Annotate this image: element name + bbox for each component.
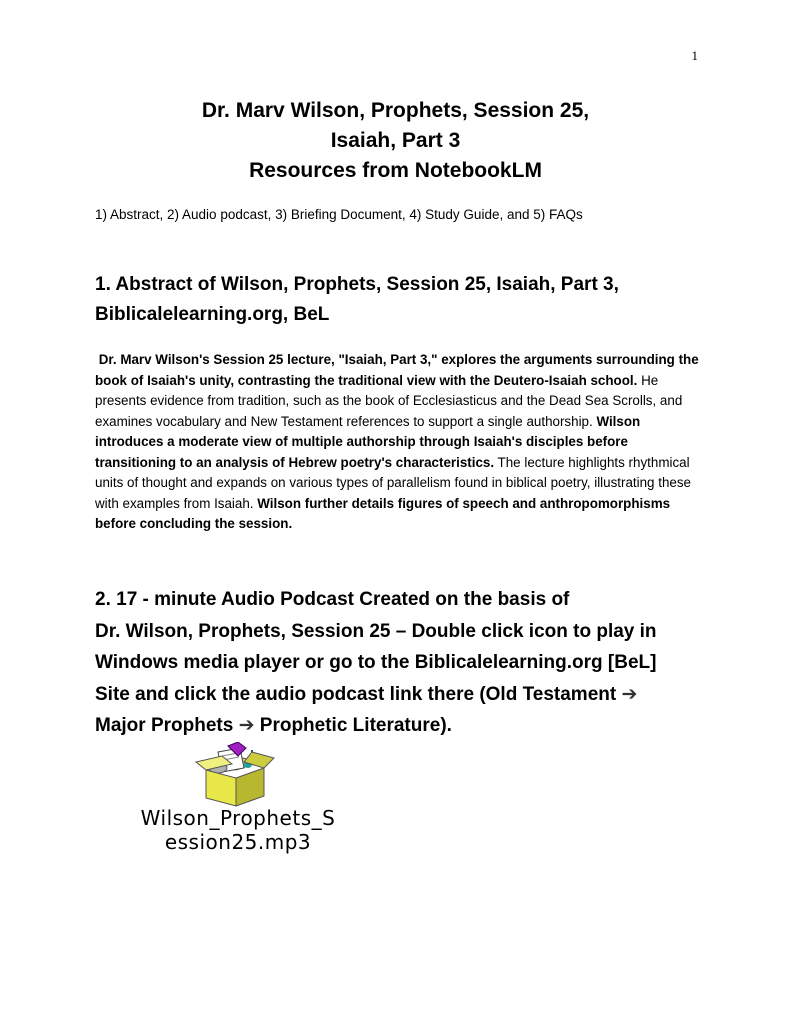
abstract-heading-line-1: 1. Abstract of Wilson, Prophets, Session 25, Isaiah, Part 3,	[95, 274, 619, 295]
audio-heading-line-4	[95, 679, 725, 711]
abstract-sentence-3: Wilson introduces a moderate view of multiple authorship through Isaiah's disciples before transitioning to an analysis of Hebrew poetry's characteristics.	[95, 413, 641, 470]
audio-podcast-heading	[95, 584, 725, 742]
abstract-heading	[95, 270, 715, 330]
abstract-sentence-2: He presents evidence from tradition, such as the book of Ecclesiasticus and the Dead Sea Scrolls, and examines vocabulary and New Testament references to support a single authorship.	[95, 372, 683, 429]
audio-package-icon[interactable]	[188, 742, 280, 808]
package-icon	[188, 742, 280, 808]
resources-list: 1) Abstract, 2) Audio podcast, 3) Briefing Document, 4) Study Guide, and 5) FAQs	[95, 207, 583, 222]
abstract-heading-line-2: Biblicalelearning.org, BeL	[95, 304, 330, 325]
title-line-2: Isaiah, Part 3	[330, 129, 461, 152]
abstract-sentence-5: Wilson further details figures of speech and anthropomorphisms before concluding the session.	[95, 495, 671, 531]
document-title	[0, 96, 791, 186]
title-line-1: Dr. Marv Wilson, Prophets, Session 25,	[201, 99, 590, 122]
abstract-sentence-4: The lecture highlights rhythmical units of thought and expands on various types of parallelism found in biblical poetry, illustrating these with examples from Isaiah.	[95, 454, 691, 511]
audio-file-caption[interactable]	[96, 806, 380, 854]
audio-heading-line-1: 2. 17 - minute Audio Podcast Created on the basis of	[95, 589, 570, 610]
arrow-right-icon: ➔	[238, 715, 255, 736]
arrow-right-icon: ➔	[621, 683, 638, 705]
audio-heading-line-5-text-b: Prophetic Literature).	[254, 715, 452, 736]
title-line-3: Resources from NotebookLM	[249, 159, 542, 182]
audio-caption-line-1: Wilson_Prophets_S	[140, 806, 336, 830]
audio-heading-line-5	[95, 710, 725, 742]
audio-heading-line-3: Windows media player or go to the Biblicalelearning.org [BeL]	[95, 652, 657, 673]
audio-heading-line-4-text: Site and click the audio podcast link there (Old Testament	[95, 683, 622, 705]
audio-heading-line-5-text-a: Major Prophets	[95, 715, 239, 736]
page-number: 1	[691, 48, 698, 63]
audio-heading-line-2: Dr. Wilson, Prophets, Session 25 – Double click icon to play in	[95, 620, 657, 642]
audio-caption-line-2: ession25.mp3	[164, 830, 312, 854]
abstract-paragraph	[95, 350, 707, 535]
abstract-sentence-1: Dr. Marv Wilson's Session 25 lecture, "Isaiah, Part 3," explores the arguments surrounding the book of Isaiah's unity, contrasting the traditional view with the Deutero-Isaiah school.	[95, 352, 699, 388]
